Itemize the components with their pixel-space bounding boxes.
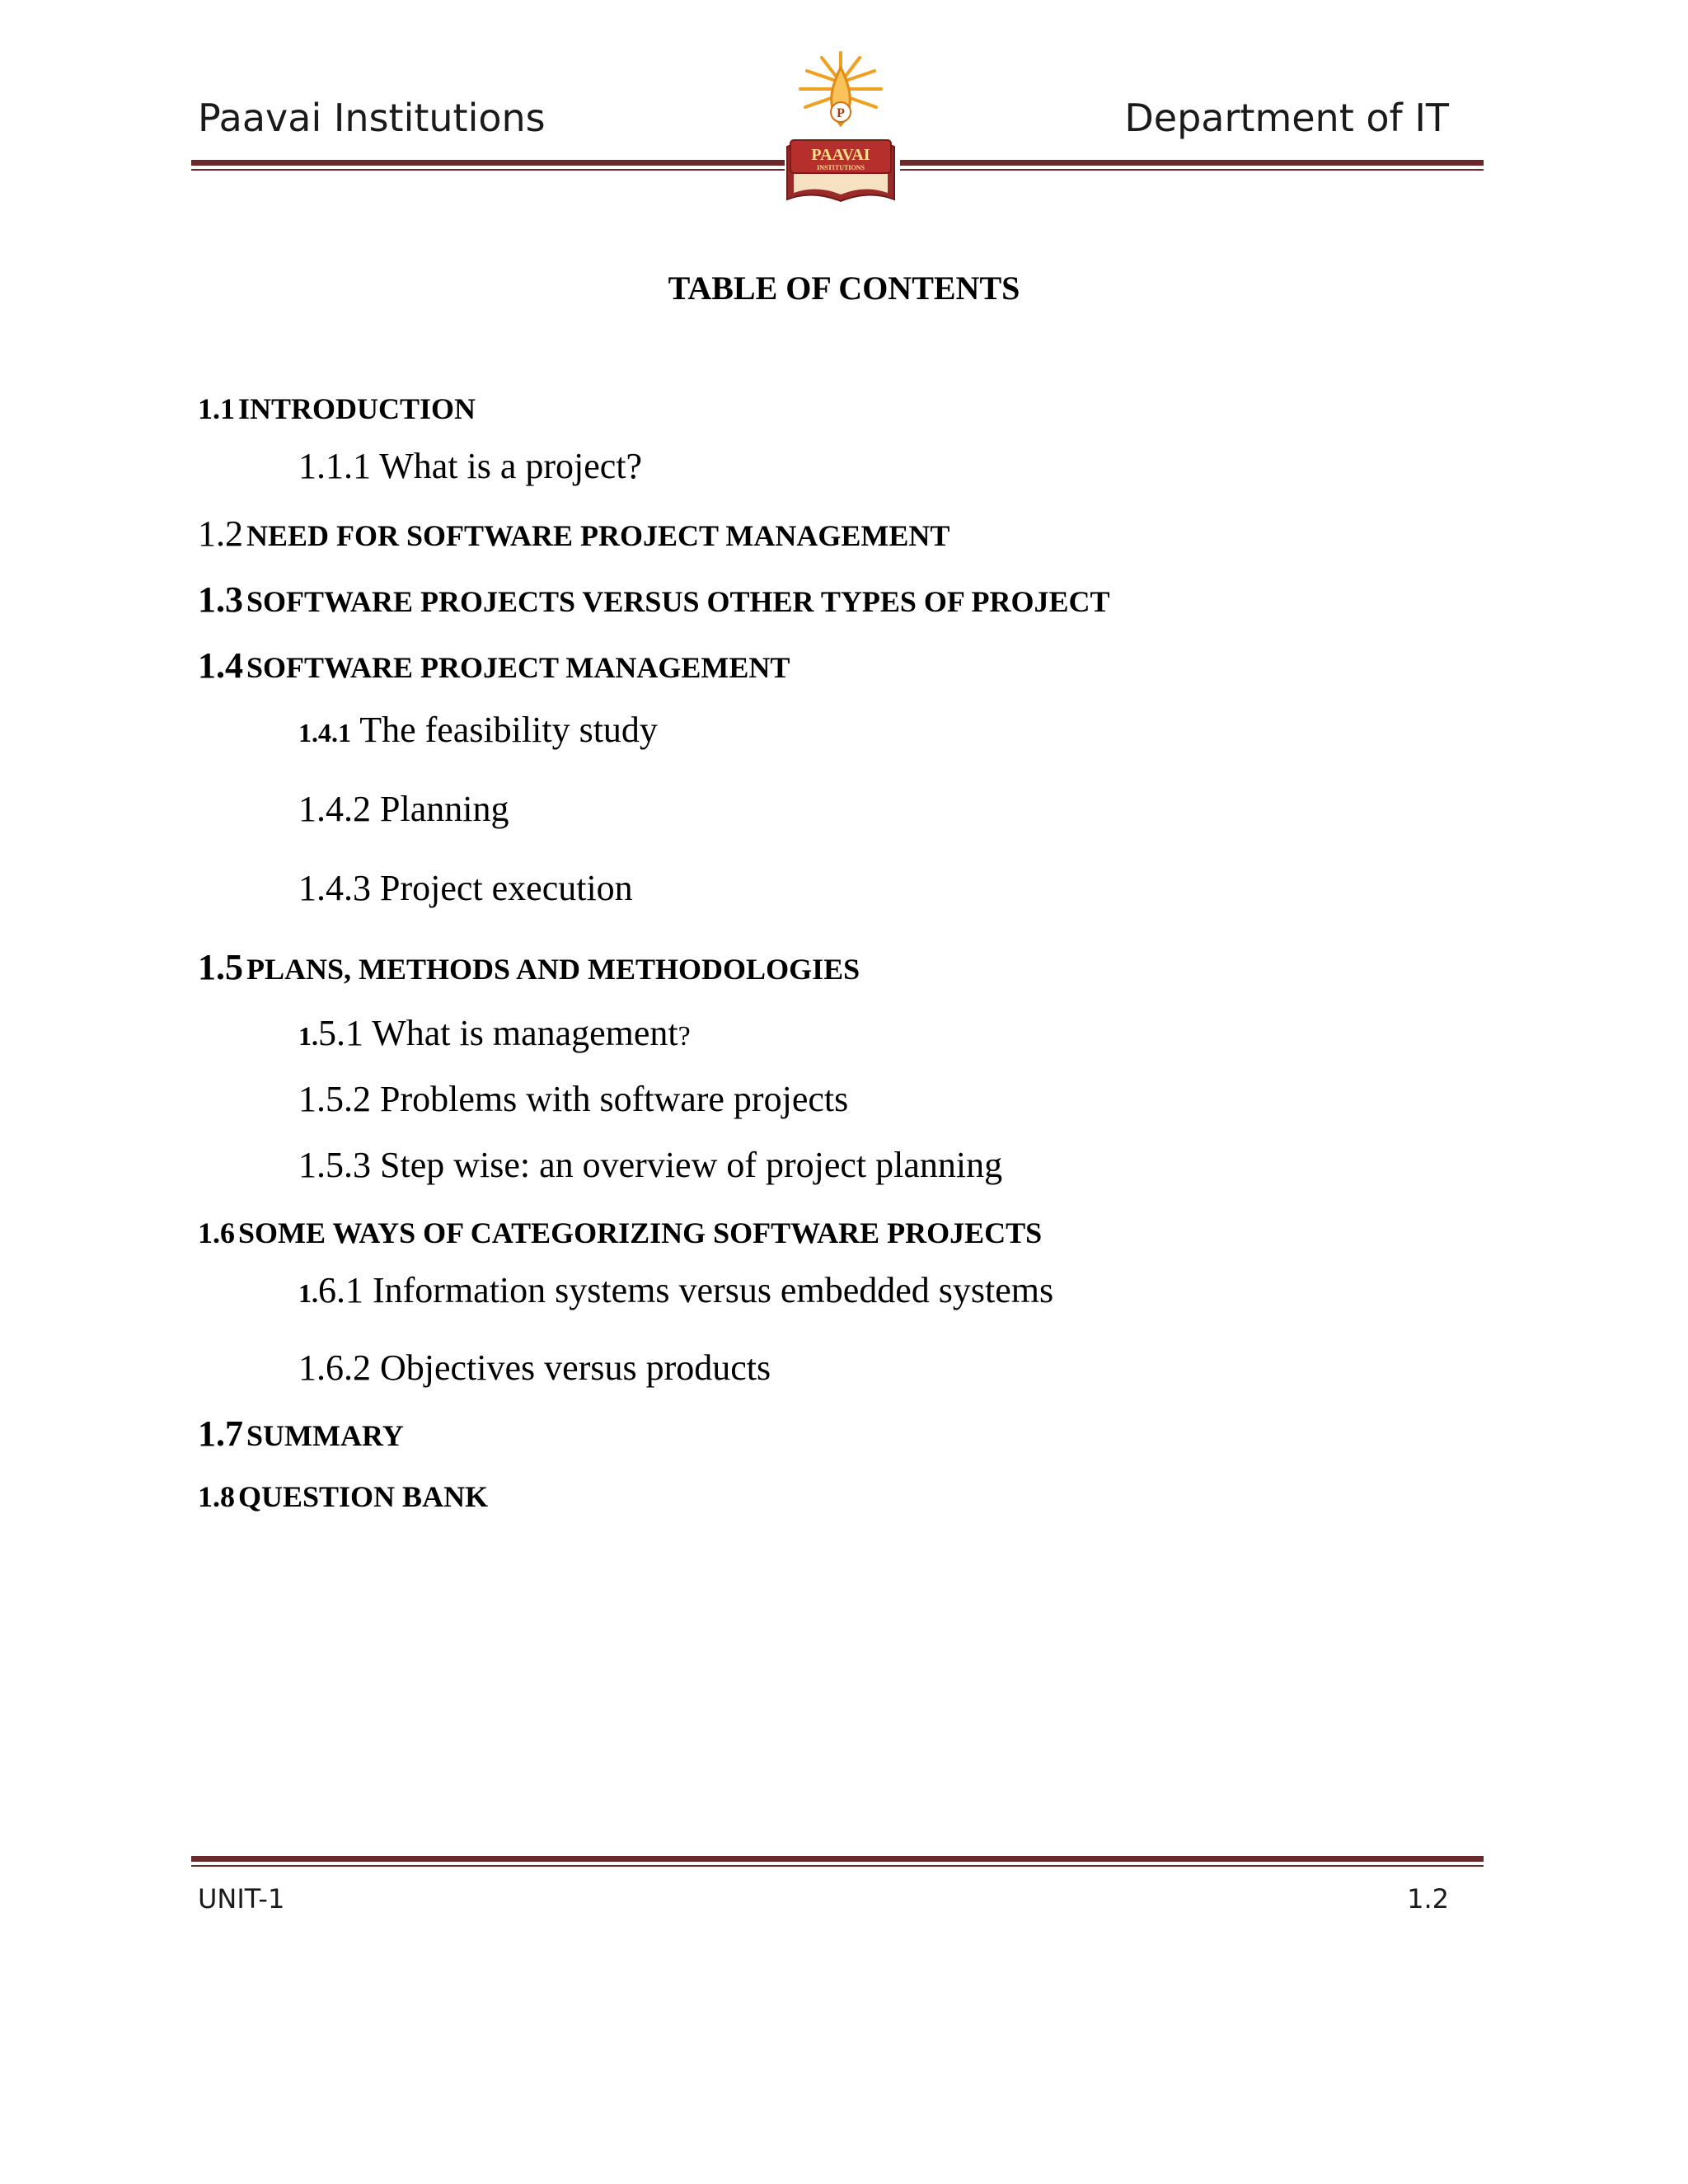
header-department: Department of IT [1124, 96, 1449, 140]
header-rule-right-thick [900, 160, 1484, 166]
toc-entry-1-8: 1.8 QUESTION BANK [198, 1480, 489, 1513]
toc-entry-1-5-1: 1.5.1 What is management? [298, 1013, 691, 1053]
footer-rule-thin [191, 1865, 1484, 1867]
toc-entry-1-4-2: 1.4.2 Planning [298, 789, 509, 829]
logo-text-sub: INSTITUTIONS [817, 164, 865, 171]
footer-unit: UNIT-1 [198, 1883, 285, 1915]
toc-entry-1-3: 1.3 SOFTWARE PROJECTS VERSUS OTHER TYPES OF PROJECT [198, 579, 1110, 620]
paavai-logo [779, 49, 903, 214]
toc-entry-1-1: 1.1 INTRODUCTION [198, 392, 476, 425]
header-institution: Paavai Institutions [198, 96, 546, 140]
toc-entry-1-1-1: 1.1.1 What is a project? [298, 446, 643, 486]
footer-rule-thick [191, 1856, 1484, 1862]
toc-entry-1-5-2: 1.5.2 Problems with software projects [298, 1079, 849, 1119]
toc-entry-1-4-3: 1.4.3 Project execution [298, 868, 633, 908]
toc-entry-1-6-2: 1.6.2 Objectives versus products [298, 1347, 771, 1388]
toc-entry-1-6-1: 1.6.1 Information systems versus embedded systems [298, 1270, 1054, 1310]
toc-entry-1-2: 1.2 NEED FOR SOFTWARE PROJECT MANAGEMENT [198, 513, 950, 554]
toc-entry-1-6: 1.6 SOME WAYS OF CATEGORIZING SOFTWARE PROJECTS [198, 1216, 1043, 1249]
logo-text-main: PAAVAI [811, 146, 870, 164]
toc-entry-1-4-1: 1.4.1 The feasibility study [298, 710, 658, 750]
logo-letter: P [837, 106, 845, 120]
footer-page-number: 1.2 [1407, 1883, 1449, 1915]
header-rule-left-thick [191, 160, 785, 166]
toc-entry-1-5: 1.5 PLANS, METHODS AND METHODOLOGIES [198, 947, 860, 987]
header-rule-left-thin [191, 169, 785, 171]
toc-entry-1-7: 1.7 SUMMARY [198, 1413, 404, 1454]
toc-entry-1-4: 1.4 SOFTWARE PROJECT MANAGEMENT [198, 645, 790, 686]
header-rule-right-thin [900, 169, 1484, 171]
toc-entry-1-5-3: 1.5.3 Step wise: an overview of project planning [298, 1145, 1003, 1185]
toc-title: TABLE OF CONTENTS [668, 269, 1020, 307]
